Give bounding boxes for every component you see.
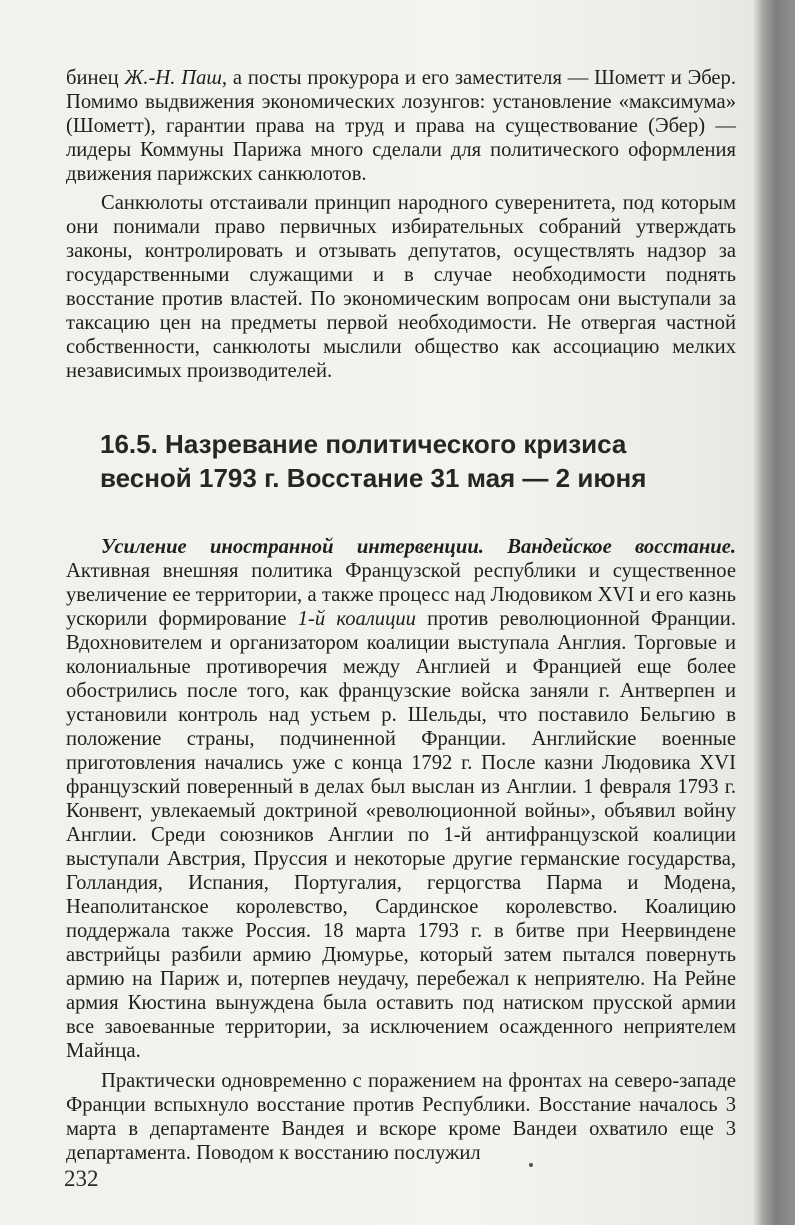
- italic-term: 1-й коалиции: [297, 608, 416, 630]
- book-spine-shadow: [753, 0, 795, 1225]
- text-run: против революционной Франции. Вдохновителем и организатором коалиции выступала Англия. Торговые и колониальные противоречия между Англией и Францией еще более обострились после того, как французские войска заняли г. Антверпен и установили контроль над устьем р. Шельды, что поставило Бельгию в положение страны, подчиненной Франции. Английские военные приготовления начались уже с конца 1792 г. После казни Людовика XVI французский поверенный в делах был выслан из Англии. 1 февраля 1793 г. Конвент, увлекаемый доктриной «революционной войны», объявил войну Англии. Среди союзников Англии по 1-й антифранцузской коалиции выступали Австрия, Пруссия и некоторые другие германские государства, Голландия, Испания, Португалия, герцогства Парма и Модена, Неаполитанское королевство, Сардинское королевство. Коалицию поддержала также Россия. 18 марта 1793 г. в битве при Неервиндене австрийцы разбили армию Дюмурье, который затем пытался повернуть армию на Париж и, потерпев неудачу, перебежал к неприятелю. На Рейне армия Кюстина вынуждена была оставить под натиском прусской армии все завоеванные территории, за исключением осажденного неприятелем Майнца.: [66, 608, 736, 1062]
- run-in-subheading: Усиление иностранной интервенции. Вандейское восстание.: [101, 536, 736, 558]
- heading-line-2: весной 1793 г. Восстание 31 мая — 2 июня: [100, 463, 647, 493]
- section-heading: [100, 427, 736, 495]
- text-run: , а посты прокурора и его заместителя — Шометт и Эбер. Помимо выдвижения экономических лозунгов: установление «максимума» (Шометт), гарантии права на труд и права на существование (Эбер) — лидеры Коммуны Парижа много сделали для политического оформления движения парижских санкюлотов.: [66, 67, 736, 185]
- paragraph-commune-leaders: [66, 66, 736, 186]
- text-run: бинец: [66, 67, 125, 89]
- print-speck: [529, 1163, 533, 1167]
- heading-line-1: 16.5. Назревание политического кризиса: [100, 429, 627, 459]
- paragraph-vendee: Практически одновременно с поражением на фронтах на северо-западе Франции вспыхнуло восстание против Республики. Восстание началось 3 марта в департаменте Вандея и вскоре кроме Вандеи охватило еще 3 департамента. Поводом к восстанию послужил: [66, 1070, 736, 1164]
- page-number: 232: [64, 1166, 99, 1191]
- text-column: [66, 66, 736, 1165]
- italic-name: Ж.-Н. Паш: [124, 67, 222, 89]
- paragraph-sansculottes: Санкюлоты отстаивали принцип народного суверенитета, под которым они понимали право первичных избирательных собраний утверждать законы, контролировать и отзывать депутатов, осуществлять надзор за государственными служащими и в случае необходимости поднять восстание против властей. По экономическим вопросам они выступали за таксацию цен на предметы первой необходимости. Не отвергая частной собственности, санкюлоты мыслили общество как ассоциацию мелких независимых производителей.: [66, 192, 736, 382]
- text-run: Активная внешняя политика Французской республики и существенное увеличение ее территории, а также процесс над Людовиком XVI и его казнь ускорили формирование: [66, 560, 736, 630]
- paragraph-intervention: [66, 535, 736, 1063]
